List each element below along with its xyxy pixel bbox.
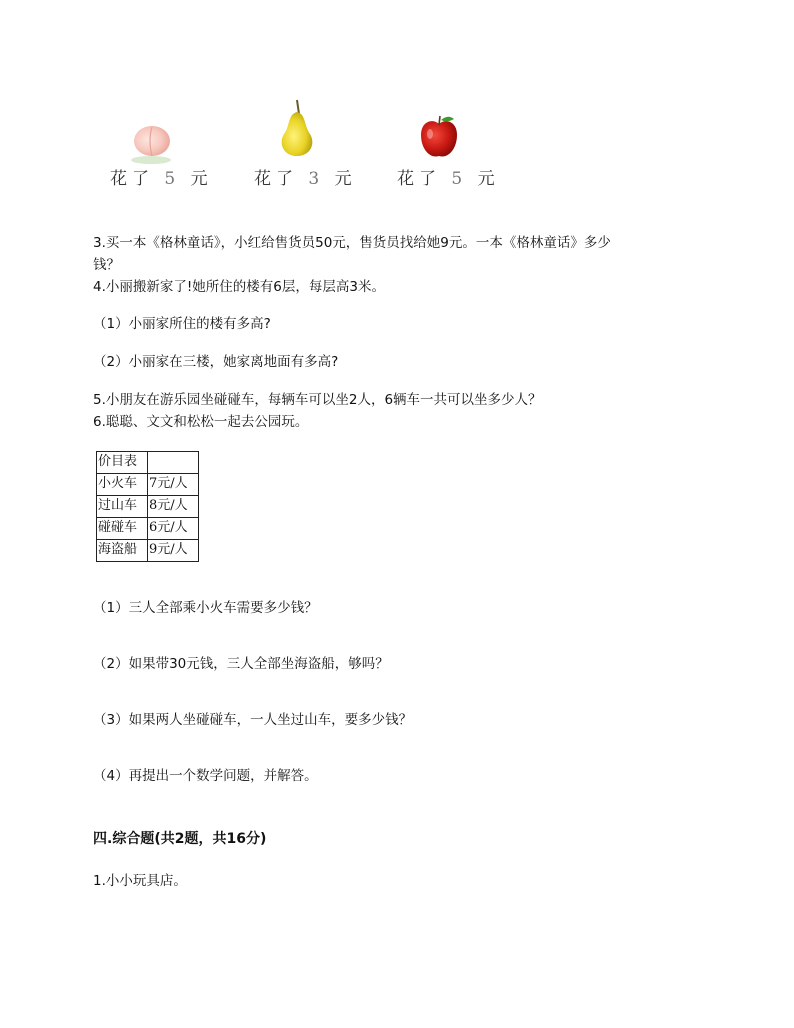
ride-price: 7元/人 (148, 474, 199, 496)
peach-icon (122, 116, 182, 164)
question-5: 5.小朋友在游乐园坐碰碰车，每辆车可以坐2人，6辆车一共可以坐多少人？ (93, 392, 542, 408)
table-row (97, 474, 199, 496)
table-row (97, 496, 199, 518)
question-6-sub-2: （2）如果带30元钱，三人全部坐海盗船，够吗？ (93, 656, 389, 672)
ride-price: 8元/人 (148, 496, 199, 518)
price-table-header-empty (148, 452, 199, 474)
fruit-caption-pear: 花了 3 元 (254, 169, 357, 189)
table-row (97, 540, 199, 562)
section-4-question-1: 1.小小玩具店。 (93, 873, 187, 889)
question-4-sub-2: （2）小丽家在三楼，她家离地面有多高? (93, 354, 339, 370)
fruit-caption-apple: 花了 5 元 (397, 169, 500, 189)
question-6-sub-1: （1）三人全部乘小火车需要多少钱？ (93, 600, 318, 616)
price-table-header-row (97, 452, 199, 474)
question-6-line-1: 6.聪聪、文文和松松一起去公园玩。 (93, 414, 309, 430)
section-4-heading: 四.综合题(共2题，共16分) (93, 831, 267, 847)
ride-price: 9元/人 (148, 540, 199, 562)
ride-name: 碰碰车 (97, 518, 148, 540)
price-table-title: 价目表 (97, 452, 148, 474)
price-table-grid (96, 451, 199, 562)
ride-name: 海盗船 (97, 540, 148, 562)
question-6-sub-4: （4）再提出一个数学问题，并解答。 (93, 768, 318, 784)
pear-icon (270, 96, 322, 160)
ride-price: 6元/人 (148, 518, 199, 540)
question-3-line-2: 钱？ (93, 257, 120, 273)
question-3-line-1: 3.买一本《格林童话》，小红给售货员50元，售货员找给她9元。一本《格林童话》多少 (93, 235, 611, 251)
question-4-line-1: 4.小丽搬新家了!她所住的楼有6层，每层高3米。 (93, 279, 385, 295)
price-table (96, 451, 199, 562)
fruit-caption-peach: 花了 5 元 (110, 169, 213, 189)
ride-name: 过山车 (97, 496, 148, 518)
apple-icon (414, 112, 464, 162)
question-6-sub-3: （3）如果两人坐碰碰车，一人坐过山车，要多少钱？ (93, 712, 413, 728)
question-4-sub-1: （1）小丽家所住的楼有多高? (93, 316, 271, 332)
table-row (97, 518, 199, 540)
ride-name: 小火车 (97, 474, 148, 496)
